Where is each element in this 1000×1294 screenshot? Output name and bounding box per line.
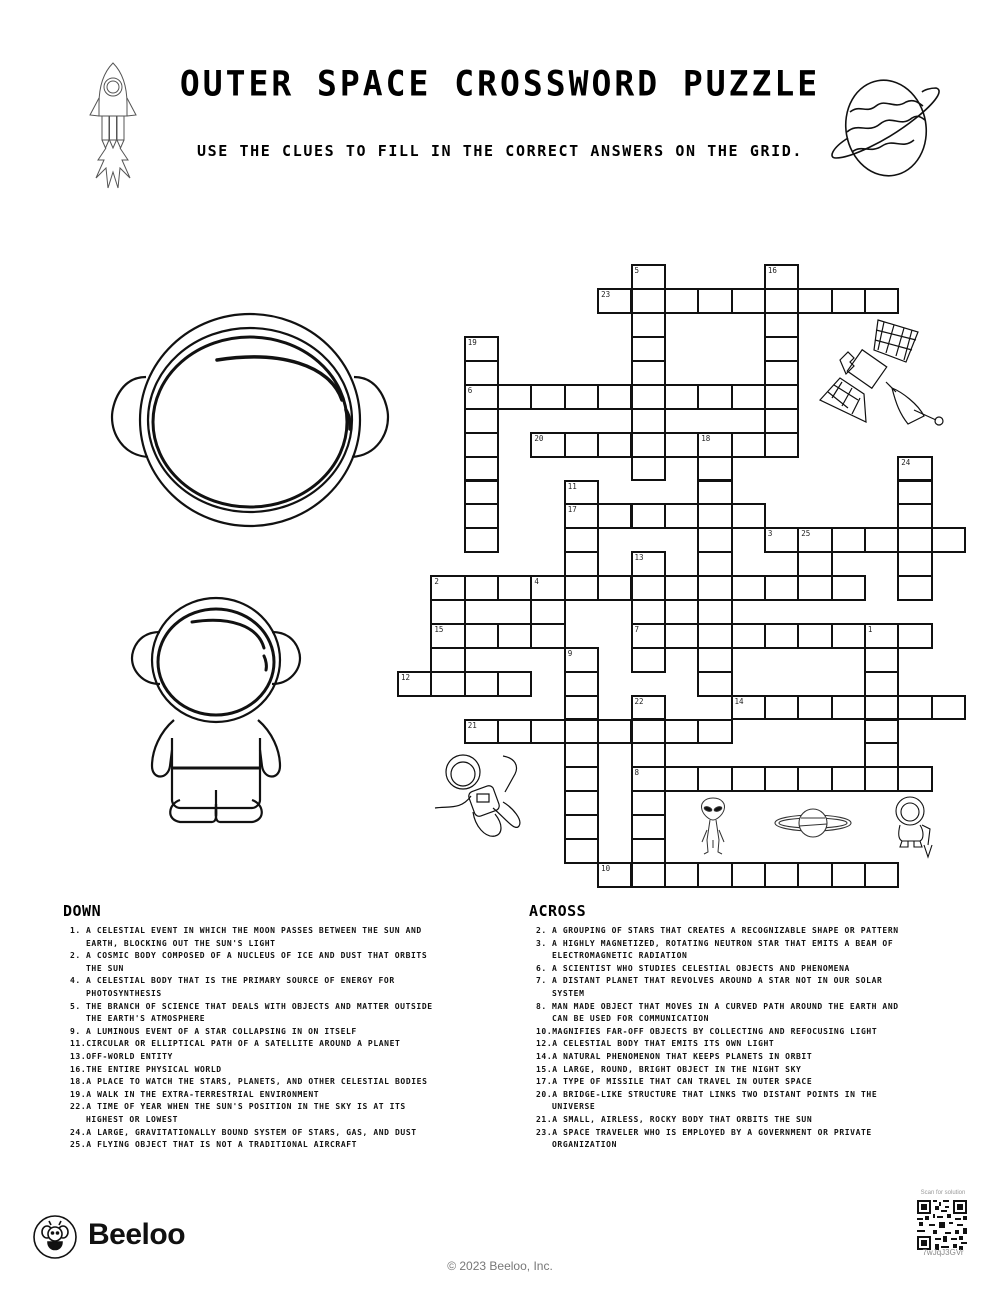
crossword-cell[interactable] [464,408,499,434]
across-clue [530,975,900,1000]
crossword-cell[interactable] [897,575,932,601]
crossword-cell[interactable] [564,480,599,506]
clue-number: 7 [634,624,640,634]
across-clue [530,1038,900,1051]
clue-number: 15. [536,1064,553,1074]
crossword-cell[interactable] [764,623,799,649]
crossword-cell[interactable] [764,312,799,338]
qr-code-icon[interactable] [917,1200,967,1250]
crossword-cell[interactable] [631,838,666,864]
down-clue [64,925,444,950]
crossword-cell[interactable] [564,719,599,745]
crossword-cell[interactable] [731,862,766,888]
crossword-cell[interactable] [697,432,732,458]
brand-name: Beeloo [88,1218,186,1251]
crossword-cell[interactable] [464,480,499,506]
crossword-cell[interactable] [897,766,932,792]
alien-icon [698,796,728,856]
crossword-cell[interactable] [664,288,699,314]
crossword-cell[interactable] [764,432,799,458]
across-clue [530,1001,900,1026]
crossword-cell[interactable] [697,599,732,625]
clue-number: 3. [536,938,547,948]
crossword-cell[interactable] [664,766,699,792]
clue-number: 24. [70,1127,87,1137]
rocket-icon [78,60,148,195]
qr-code-text: 7wJqJ3GVr [922,1248,964,1257]
crossword-cell[interactable] [764,695,799,721]
clue-text: A FLYING OBJECT THAT IS NOT A TRADITIONAL AIRCRAFT [86,1140,358,1150]
crossword-cell[interactable] [530,719,565,745]
clue-number: 8. [536,1001,547,1011]
crossword-cell[interactable] [664,384,699,410]
crossword-cell[interactable] [631,503,666,529]
copyright: © 2023 Beeloo, Inc. [447,1259,553,1273]
crossword-cell[interactable] [631,623,666,649]
crossword-cell[interactable] [864,288,899,314]
clue-number: 12. [536,1039,553,1049]
clue-text: A TYPE OF MISSILE THAT CAN TRAVEL IN OUTER SPACE [552,1077,813,1087]
crossword-cell[interactable] [564,575,599,601]
crossword-cell[interactable] [564,384,599,410]
crossword-cell[interactable] [464,384,499,410]
crossword-cell[interactable] [564,838,599,864]
crossword-cell[interactable] [697,551,732,577]
clue-number: 1. [70,926,81,935]
crossword-cell[interactable] [831,862,866,888]
crossword-cell[interactable] [597,862,632,888]
clue-text: MAGNIFIES FAR-OFF OBJECTS BY COLLECTING AND REFOCUSING LIGHT [552,1026,878,1036]
crossword-cell[interactable] [697,623,732,649]
crossword-cell[interactable] [497,384,532,410]
crossword-cell[interactable] [664,862,699,888]
clue-text: A LUMINOUS EVENT OF A STAR COLLAPSING IN ON ITSELF [86,1026,357,1036]
page-subtitle: USE THE CLUES TO FILL IN THE CORRECT ANSWERS ON THE GRID. [197,142,803,160]
across-heading: ACROSS [529,902,587,920]
crossword-cell[interactable] [797,288,832,314]
down-clue [64,1001,444,1026]
crossword-cell[interactable] [797,766,832,792]
astronaut-jetpack-icon [892,795,934,861]
crossword-cell[interactable] [697,456,732,482]
crossword-cell[interactable] [697,503,732,529]
clue-number: 16. [70,1064,87,1074]
crossword-cell[interactable] [631,408,666,434]
down-clue [64,975,444,1000]
clue-number: 11. [70,1039,87,1049]
down-clue [64,1051,444,1064]
crossword-cell[interactable] [430,671,465,697]
clue-number: 15 [434,624,444,634]
crossword-cell[interactable] [464,336,499,362]
crossword-cell[interactable] [697,766,732,792]
crossword-cell[interactable] [697,480,732,506]
crossword-cell[interactable] [464,456,499,482]
crossword-cell[interactable] [631,264,666,290]
crossword-cell[interactable] [864,766,899,792]
satellite-icon [818,318,948,428]
crossword-cell[interactable] [697,647,732,673]
crossword-cell[interactable] [797,527,832,553]
crossword-cell[interactable] [764,575,799,601]
across-clue [530,1089,900,1114]
crossword-cell[interactable] [864,719,899,745]
crossword-cell[interactable] [831,527,866,553]
crossword-cell[interactable] [631,599,666,625]
clue-number: 11 [567,481,577,491]
crossword-cell[interactable] [497,623,532,649]
clue-number: 14. [536,1051,553,1061]
astronaut-standing-icon [130,590,302,826]
crossword-cell[interactable] [764,766,799,792]
crossword-cell[interactable] [564,695,599,721]
crossword-cell[interactable] [697,575,732,601]
down-clue [64,1089,444,1102]
crossword-cell[interactable] [530,384,565,410]
crossword-cell[interactable] [764,527,799,553]
clue-number: 20 [534,433,544,443]
crossword-cell[interactable] [664,575,699,601]
clue-number: 5. [70,1001,81,1011]
crossword-cell[interactable] [731,695,766,721]
crossword-cell[interactable] [864,862,899,888]
crossword-cell[interactable] [430,575,465,601]
clue-number: 21. [536,1114,553,1124]
crossword-cell[interactable] [464,719,499,745]
crossword-cell[interactable] [897,623,932,649]
clue-text: A HIGHLY MAGNETIZED, ROTATING NEUTRON STAR THAT EMITS A BEAM OF ELECTROMAGNETIC RADIATION [552,938,894,961]
crossword-cell[interactable] [664,432,699,458]
crossword-cell[interactable] [764,384,799,410]
clue-number: 12 [401,672,411,682]
crossword-cell[interactable] [664,623,699,649]
clue-number: 2 [434,577,439,587]
crossword-cell[interactable] [731,288,766,314]
crossword-cell[interactable] [864,623,899,649]
crossword-cell[interactable] [564,647,599,673]
clue-number: 1 [867,624,873,634]
crossword-cell[interactable] [897,480,932,506]
clue-text: A LARGE, ROUND, BRIGHT OBJECT IN THE NIGHT SKY [552,1064,802,1074]
clue-text: A SPACE TRAVELER WHO IS EMPLOYED BY A GOVERNMENT OR PRIVATE ORGANIZATION [552,1127,872,1150]
crossword-cell[interactable] [897,695,932,721]
crossword-cell[interactable] [631,384,666,410]
crossword-cell[interactable] [764,336,799,362]
crossword-cell[interactable] [764,264,799,290]
clue-text: CIRCULAR OR ELLIPTICAL PATH OF A SATELLITE AROUND A PLANET [86,1039,401,1049]
clue-number: 8 [634,768,640,778]
crossword-cell[interactable] [530,623,565,649]
crossword-cell[interactable] [864,671,899,697]
clue-text: A SMALL, AIRLESS, ROCKY BODY THAT ORBITS THE SUN [552,1114,813,1124]
across-clue [530,1026,900,1039]
crossword-cell[interactable] [564,790,599,816]
clue-text: A PLACE TO WATCH THE STARS, PLANETS, AND OTHER CELESTIAL BODIES [86,1077,428,1087]
crossword-cell[interactable] [564,551,599,577]
across-clue [530,1064,900,1077]
crossword-cell[interactable] [631,312,666,338]
crossword-cell[interactable] [597,719,632,745]
crossword-cell[interactable] [497,719,532,745]
clue-number: 13 [634,553,644,563]
clue-number: 17. [536,1077,553,1087]
crossword-cell[interactable] [797,575,832,601]
across-clue [530,925,900,938]
clue-number: 4 [534,577,539,587]
clue-number: 25. [70,1140,87,1150]
crossword-cell[interactable] [831,623,866,649]
crossword-cell[interactable] [764,288,799,314]
clue-number: 18 [701,433,711,443]
crossword-cell[interactable] [797,623,832,649]
crossword-cell[interactable] [497,671,532,697]
planet-icon [826,78,946,178]
crossword-cell[interactable] [631,647,666,673]
down-clue-list [64,925,444,1152]
crossword-cell[interactable] [631,790,666,816]
down-clue [64,1064,444,1077]
clue-number: 25 [801,529,811,539]
crossword-cell[interactable] [731,432,766,458]
crossword-cell[interactable] [697,527,732,553]
page-title: OUTER SPACE CROSSWORD PUZZLE [179,63,821,104]
clue-text: A NATURAL PHENOMENON THAT KEEPS PLANETS IN ORBIT [552,1051,813,1061]
crossword-cell[interactable] [564,742,599,768]
clue-text: A CELESTIAL BODY THAT IS THE PRIMARY SOURCE OF ENERGY FOR PHOTOSYNTHESIS [86,976,395,998]
crossword-cell[interactable] [831,288,866,314]
crossword-cell[interactable] [464,575,499,601]
crossword-cell[interactable] [597,503,632,529]
down-clue [64,1076,444,1089]
crossword-cell[interactable] [631,766,666,792]
crossword-cell[interactable] [464,432,499,458]
clue-number: 23. [536,1127,553,1137]
crossword-cell[interactable] [631,575,666,601]
crossword-cell[interactable] [430,623,465,649]
clue-text: THE BRANCH OF SCIENCE THAT DEALS WITH OBJECTS AND MATTER OUTSIDE THE EARTH'S ATMOSPHERE [86,1001,433,1024]
down-heading: DOWN [63,902,102,920]
crossword-cell[interactable] [864,647,899,673]
clue-text: A DISTANT PLANET THAT REVOLVES AROUND A STAR NOT IN OUR SOLAR SYSTEM [552,976,883,998]
crossword-cell[interactable] [731,575,766,601]
down-clue [64,1038,444,1051]
clue-number: 21 [467,720,477,730]
crossword-cell[interactable] [797,551,832,577]
clue-number: 4. [70,976,81,986]
crossword-cell[interactable] [631,742,666,768]
crossword-cell[interactable] [564,503,599,529]
clue-number: 24 [901,457,911,467]
crossword-cell[interactable] [464,503,499,529]
crossword-cell[interactable] [697,288,732,314]
crossword-cell[interactable] [530,575,565,601]
crossword-cell[interactable] [631,456,666,482]
crossword-cell[interactable] [530,599,565,625]
crossword-cell[interactable] [464,671,499,697]
crossword-cell[interactable] [597,384,632,410]
crossword-cell[interactable] [631,814,666,840]
crossword-cell[interactable] [831,575,866,601]
clue-number: 16 [767,266,777,276]
crossword-cell[interactable] [931,695,966,721]
clue-number: 13. [70,1051,87,1061]
crossword-cell[interactable] [464,623,499,649]
clue-text: A CELESTIAL EVENT IN WHICH THE MOON PASSES BETWEEN THE SUN AND EARTH, BLOCKING OUT THE SUN'S LIGHT [86,926,422,948]
astronaut-helmet-icon [110,305,390,535]
clue-text: A WALK IN THE EXTRA-TERRESTRIAL ENVIRONMENT [86,1089,320,1099]
down-clue [64,1139,444,1152]
crossword-cell[interactable] [697,671,732,697]
clue-number: 22. [70,1102,87,1112]
crossword-cell[interactable] [597,432,632,458]
crossword-cell[interactable] [397,671,432,697]
crossword-cell[interactable] [864,527,899,553]
clue-number: 17 [567,505,577,515]
clue-text: A BRIDGE-LIKE STRUCTURE THAT LINKS TWO DISTANT POINTS IN THE UNIVERSE [552,1089,878,1112]
clue-number: 7. [536,976,547,986]
clue-number: 18. [70,1077,87,1087]
crossword-cell[interactable] [564,814,599,840]
crossword-cell[interactable] [631,551,666,577]
crossword-cell[interactable] [430,647,465,673]
crossword-cell[interactable] [931,527,966,553]
crossword-cell[interactable] [897,527,932,553]
across-clue [530,1076,900,1089]
crossword-cell[interactable] [664,719,699,745]
crossword-cell[interactable] [564,766,599,792]
clue-number: 9 [567,648,573,658]
crossword-cell[interactable] [631,432,666,458]
crossword-cell[interactable] [430,599,465,625]
clue-number: 20. [536,1089,553,1099]
clue-text: A SCIENTIST WHO STUDIES CELESTIAL OBJECTS AND PHENOMENA [552,963,850,973]
crossword-cell[interactable] [597,575,632,601]
down-clue [64,950,444,975]
crossword-cell[interactable] [897,551,932,577]
across-clue [530,963,900,976]
clue-number: 22 [634,696,644,706]
clue-number: 5 [634,266,640,276]
clue-text: A LARGE, GRAVITATIONALLY BOUND SYSTEM OF STARS, GAS, AND DUST [86,1127,417,1137]
crossword-cell[interactable] [797,862,832,888]
crossword-cell[interactable] [564,432,599,458]
clue-text: A CELESTIAL BODY THAT EMITS ITS OWN LIGHT [552,1039,775,1049]
clue-number: 14 [734,696,744,706]
clue-number: 2. [536,926,547,935]
down-clue [64,1127,444,1140]
crossword-cell[interactable] [464,360,499,386]
clue-text: A GROUPING OF STARS THAT CREATES A RECOGNIZABLE SHAPE OR PATTERN [552,926,899,935]
crossword-cell[interactable] [731,766,766,792]
crossword-cell[interactable] [764,408,799,434]
clue-number: 10. [536,1026,553,1036]
clue-number: 10 [601,863,611,873]
crossword-cell[interactable] [631,336,666,362]
crossword-cell[interactable] [764,862,799,888]
crossword-cell[interactable] [564,527,599,553]
clue-number: 6 [467,385,473,395]
clue-number: 23 [601,290,611,300]
crossword-cell[interactable] [564,671,599,697]
crossword-cell[interactable] [697,719,732,745]
crossword-cell[interactable] [631,288,666,314]
clue-number: 3 [767,529,773,539]
clue-text: OFF-WORLD ENTITY [86,1051,173,1061]
crossword-cell[interactable] [697,862,732,888]
crossword-cell[interactable] [631,695,666,721]
across-clue [530,1114,900,1127]
crossword-cell[interactable] [530,432,565,458]
across-clue [530,1051,900,1064]
crossword-cell[interactable] [731,384,766,410]
across-clue [530,938,900,963]
ringed-planet-icon [773,806,853,840]
crossword-cell[interactable] [664,503,699,529]
clue-text: THE ENTIRE PHYSICAL WORLD [86,1064,222,1074]
down-clue [64,1101,444,1126]
crossword-cell[interactable] [697,384,732,410]
crossword-cell[interactable] [631,719,666,745]
clue-number: 6. [536,963,547,973]
crossword-cell[interactable] [731,623,766,649]
crossword-cell[interactable] [897,456,932,482]
crossword-cell[interactable] [831,766,866,792]
crossword-cell[interactable] [897,503,932,529]
clue-number: 19. [70,1089,87,1099]
crossword-cell[interactable] [597,288,632,314]
clue-number: 19 [467,338,477,348]
clue-text: A TIME OF YEAR WHEN THE SUN'S POSITION IN THE SKY IS AT ITS HIGHEST OR LOWEST [86,1102,406,1124]
astronaut-floating-icon [433,752,528,842]
crossword-cell[interactable] [731,503,766,529]
down-clue [64,1026,444,1039]
clue-text: MAN MADE OBJECT THAT MOVES IN A CURVED PATH AROUND THE EARTH AND CAN BE USED FOR COMMUNICATION [552,1001,899,1024]
crossword-cell[interactable] [864,695,899,721]
clue-number: 9. [70,1026,81,1036]
crossword-cell[interactable] [464,527,499,553]
clue-text: A COSMIC BODY COMPOSED OF A NUCLEUS OF ICE AND DUST THAT ORBITS THE SUN [86,951,428,973]
crossword-cell[interactable] [864,742,899,768]
beeloo-logo-icon [32,1214,78,1260]
across-clue-list [530,925,900,1152]
crossword-cell[interactable] [631,862,666,888]
crossword-cell[interactable] [497,575,532,601]
crossword-cell[interactable] [831,695,866,721]
clue-number: 2. [70,951,81,961]
crossword-cell[interactable] [764,360,799,386]
crossword-cell[interactable] [797,695,832,721]
qr-label: Scan for solution [920,1190,966,1196]
across-clue [530,1127,900,1152]
crossword-cell[interactable] [631,360,666,386]
